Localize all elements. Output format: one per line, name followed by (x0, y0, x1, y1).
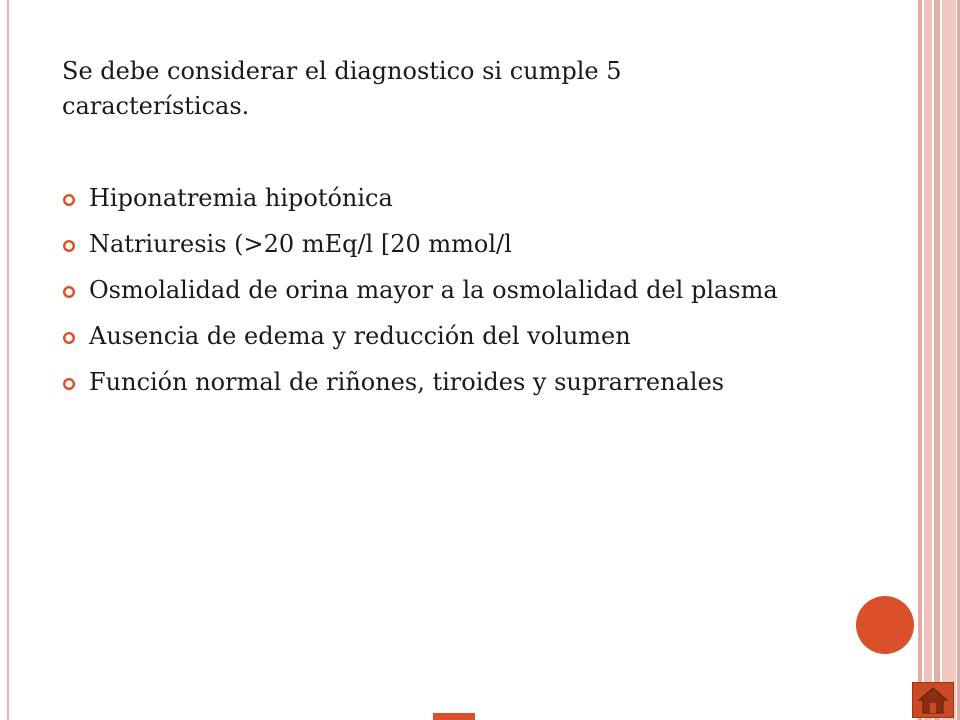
slide-intro-text: Se debe considerar el diagnostico si cumple 5 características. (62, 57, 622, 120)
right-stripe-1 (918, 0, 922, 720)
bullet-text: Natriuresis (>20 mEq/l [20 mmol/l (89, 230, 512, 258)
ring-bullet-icon (62, 285, 76, 299)
list-item (62, 318, 842, 354)
ring-bullet-icon (62, 331, 76, 345)
bottom-tab-marker (433, 713, 475, 720)
right-stripe-4 (942, 0, 956, 720)
ring-bullet-icon (62, 377, 76, 391)
left-border-line (7, 0, 9, 720)
home-button[interactable] (912, 682, 954, 718)
bullet-text: Osmolalidad de orina mayor a la osmolalidad del plasma (89, 276, 778, 304)
list-item (62, 226, 842, 262)
bullet-text: Ausencia de edema y reducción del volumen (89, 322, 631, 350)
decorative-circle (856, 596, 914, 654)
ring-bullet-icon (62, 193, 76, 207)
ring-bullet-icon (62, 239, 76, 253)
list-item (62, 364, 842, 400)
list-item (62, 180, 842, 216)
bullet-text: Función normal de riñones, tiroides y suprarrenales (89, 368, 725, 396)
bullet-list (62, 180, 842, 410)
right-stripe-2 (924, 0, 932, 720)
home-icon (917, 685, 949, 715)
list-item (62, 272, 842, 308)
right-stripe-3 (934, 0, 940, 720)
bullet-text: Hiponatremia hipotónica (89, 184, 393, 212)
